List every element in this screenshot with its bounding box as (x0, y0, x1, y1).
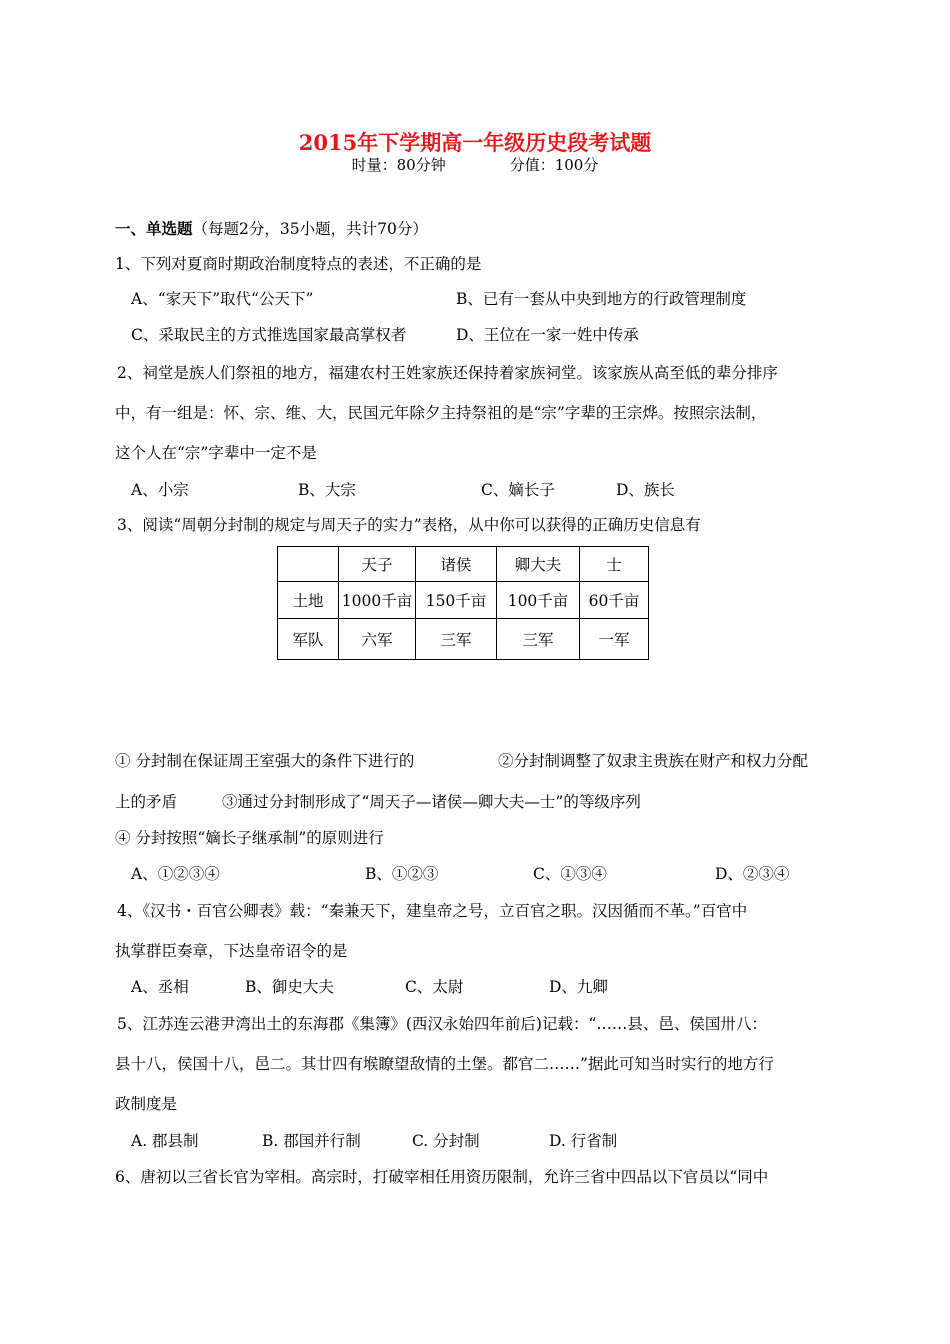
table-cell: 诸侯 (416, 547, 497, 582)
q5-line-1: 5、江苏连云港尹湾出土的东海郡《集簿》(西汉永始四年前后)记载：“……县、邑、侯国卅八： (117, 1015, 767, 1033)
q3-statement-3: ③通过分封制形成了“周天子—诸侯—卿大夫—士”的等级序列 (222, 793, 641, 811)
table-header-row (278, 547, 649, 582)
q1-option-d: D、王位在一家一姓中传承 (456, 326, 639, 344)
q4-line-1: 4、《汉书・百官公卿表》载：“秦兼天下，建皇帝之号，立百官之职。汉因循而不革。”百官中 (117, 902, 748, 920)
exam-meta (0, 154, 950, 175)
q2-option-b: B、大宗 (298, 481, 356, 499)
q3-option-d: D、②③④ (715, 865, 790, 883)
q1-option-c: C、采取民主的方式推选国家最高掌权者 (131, 326, 407, 344)
table-cell: 150千亩 (416, 582, 497, 619)
q5-option-b: B. 郡国并行制 (262, 1132, 361, 1150)
q3-statement-4: ④ 分封按照“嫡长子继承制”的原则进行 (115, 829, 384, 847)
table-cell: 卿大夫 (497, 547, 580, 582)
page-title: 2015年下学期高一年级历史段考试题 (298, 130, 652, 155)
table-cell: 一军 (580, 619, 649, 660)
q1-stem: 1、下列对夏商时期政治制度特点的表述，不正确的是 (115, 255, 482, 273)
q2-option-c: C、嫡长子 (481, 481, 555, 499)
q1-option-b: B、已有一套从中央到地方的行政管理制度 (456, 290, 747, 308)
table-row (278, 582, 649, 619)
q3-option-c: C、①③④ (533, 865, 607, 883)
table-cell: 100千亩 (497, 582, 580, 619)
q4-option-d: D、九卿 (549, 978, 608, 996)
q2-option-a: A、小宗 (131, 481, 189, 499)
table-cell: 军队 (278, 619, 339, 660)
q3-statement-2: ②分封制调整了奴隶主贵族在财产和权力分配 (498, 752, 809, 770)
table-cell: 六军 (339, 619, 416, 660)
q6-line-1: 6、唐初以三省长官为宰相。高宗时，打破宰相任用资历限制，允许三省中四品以下官员以“同中 (115, 1168, 769, 1186)
q2-line-3: 这个人在“宗”字辈中一定不是 (115, 444, 317, 462)
q4-option-a: A、丞相 (131, 978, 189, 996)
section-title: 一、单选题 (115, 219, 193, 238)
q4-line-2: 执掌群臣奏章，下达皇帝诏令的是 (115, 942, 348, 960)
exam-score: 分值：100分 (509, 156, 599, 174)
fief-table (277, 546, 649, 660)
q5-option-d: D. 行省制 (549, 1132, 618, 1150)
table-cell: 土地 (278, 582, 339, 619)
q2-line-1: 2、祠堂是族人们祭祖的地方，福建农村王姓家族还保持着家族祠堂。该家族从高至低的辈分排序 (117, 364, 778, 382)
q2-option-d: D、族长 (616, 481, 675, 499)
q3-option-a: A、①②③④ (131, 865, 220, 883)
table-row (278, 619, 649, 660)
table-cell: 1000千亩 (339, 582, 416, 619)
table-cell: 三军 (497, 619, 580, 660)
q5-option-a: A. 郡县制 (131, 1132, 199, 1150)
table-cell: 三军 (416, 619, 497, 660)
q4-option-b: B、御史大夫 (245, 978, 334, 996)
q3-option-b: B、①②③ (365, 865, 439, 883)
section-heading (115, 221, 428, 238)
q5-option-c: C. 分封制 (412, 1132, 480, 1150)
q3-statement-1: ① 分封制在保证周王室强大的条件下进行的 (115, 752, 415, 770)
q4-option-c: C、太尉 (405, 978, 464, 996)
table-cell: 60千亩 (580, 582, 649, 619)
q1-option-a: A、“家天下”取代“公天下” (131, 290, 314, 308)
q2-line-2: 中，有一组是：怀、宗、维、大，民国元年除夕主持祭祖的是“宗”字辈的王宗烨。按照宗法制， (115, 404, 767, 422)
section-note: （每题2分，35小题，共计70分） (192, 220, 428, 238)
q3-stem: 3、阅读“周朝分封制的规定与周天子的实力”表格，从中你可以获得的正确历史信息有 (117, 516, 701, 534)
table-cell: 天子 (339, 547, 416, 582)
q5-line-3: 政制度是 (115, 1095, 178, 1113)
q5-line-2: 县十八，侯国十八，邑二。其廿四有堠瞭望敌情的土堡。都官二……”据此可知当时实行的地方行 (115, 1055, 774, 1073)
table-cell (278, 547, 339, 582)
table-cell: 士 (580, 547, 649, 582)
q3-statement-2-cont: 上的矛盾 (115, 793, 178, 811)
exam-time: 时量：80分钟 (351, 156, 446, 174)
